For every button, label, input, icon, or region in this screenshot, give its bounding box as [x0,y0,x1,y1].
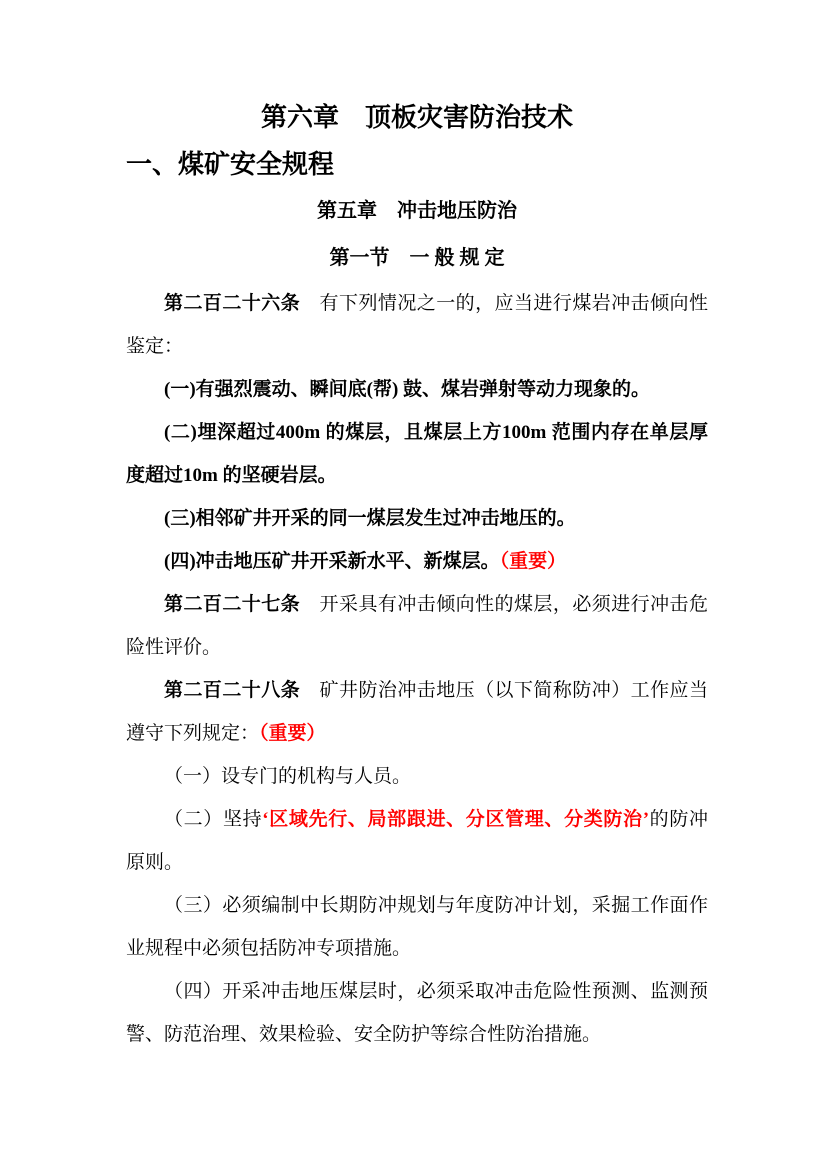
item-text: (二)埋深超过400m 的煤层，且煤层上方100m 范围内存在单层厚度超过10m 的坚硬岩层。 [126,422,708,486]
article-227-text: 开采具有冲击倾向性的煤层，必须进行冲击危险性评价。 [126,594,708,658]
article-228-rule-2 [126,798,708,884]
document-title: 第六章 顶板灾害防治技术 [260,103,573,132]
rule-text-prefix: （二）坚持 [164,809,263,830]
article-226-number: 第二百二十六条 [164,293,301,314]
article-226-item-4 [126,540,708,583]
item-text: (三)相邻矿井开采的同一煤层发生过冲击地压的。 [164,508,576,529]
important-note: （重要） [259,723,326,744]
chapter-heading: 第五章 冲击地压防治 [317,200,517,222]
article-227 [126,583,708,669]
highlighted-principle: ‘区域先行、局部跟进、分区管理、分类防治’ [262,809,650,830]
article-226 [126,282,708,368]
article-228-rule-3 [126,884,708,970]
item-text: (一)有强烈震动、瞬间底(帮) 鼓、煤岩弹射等动力现象的。 [164,379,651,400]
article-226-item-2 [126,411,708,497]
article-226-item-3 [126,497,708,540]
section-heading: 一、煤矿安全规程 [126,150,335,179]
article-228-rule-4 [126,970,708,1056]
item-text: (四)冲击地压矿井开采新水平、新煤层。 [164,551,500,572]
article-228-rule-1 [126,755,708,798]
rule-text: （四）开采冲击地压煤层时，必须采取冲击危险性预测、监测预警、防范治理、效果检验、安全防护等综合性防治措施。 [126,981,708,1045]
article-section-heading: 第一节 一 般 规 定 [329,247,505,269]
article-228-number: 第二百二十八条 [164,680,301,701]
rule-text: （一）设专门的机构与人员。 [164,766,412,787]
article-226-text: 有下列情况之一的，应当进行煤岩冲击倾向性鉴定： [126,293,708,357]
article-228 [126,669,708,755]
article-227-number: 第二百二十七条 [164,594,301,615]
important-note: （重要） [499,551,567,572]
rule-text-suffix: 的防冲原则。 [126,809,708,873]
rule-text: （三）必须编制中长期防冲规划与年度防冲计划，采掘工作面作业规程中必须包括防冲专项措施。 [126,895,708,959]
article-228-text: 矿井防治冲击地压（以下简称防冲）工作应当遵守下列规定： [126,680,708,744]
article-226-item-1 [126,368,708,411]
